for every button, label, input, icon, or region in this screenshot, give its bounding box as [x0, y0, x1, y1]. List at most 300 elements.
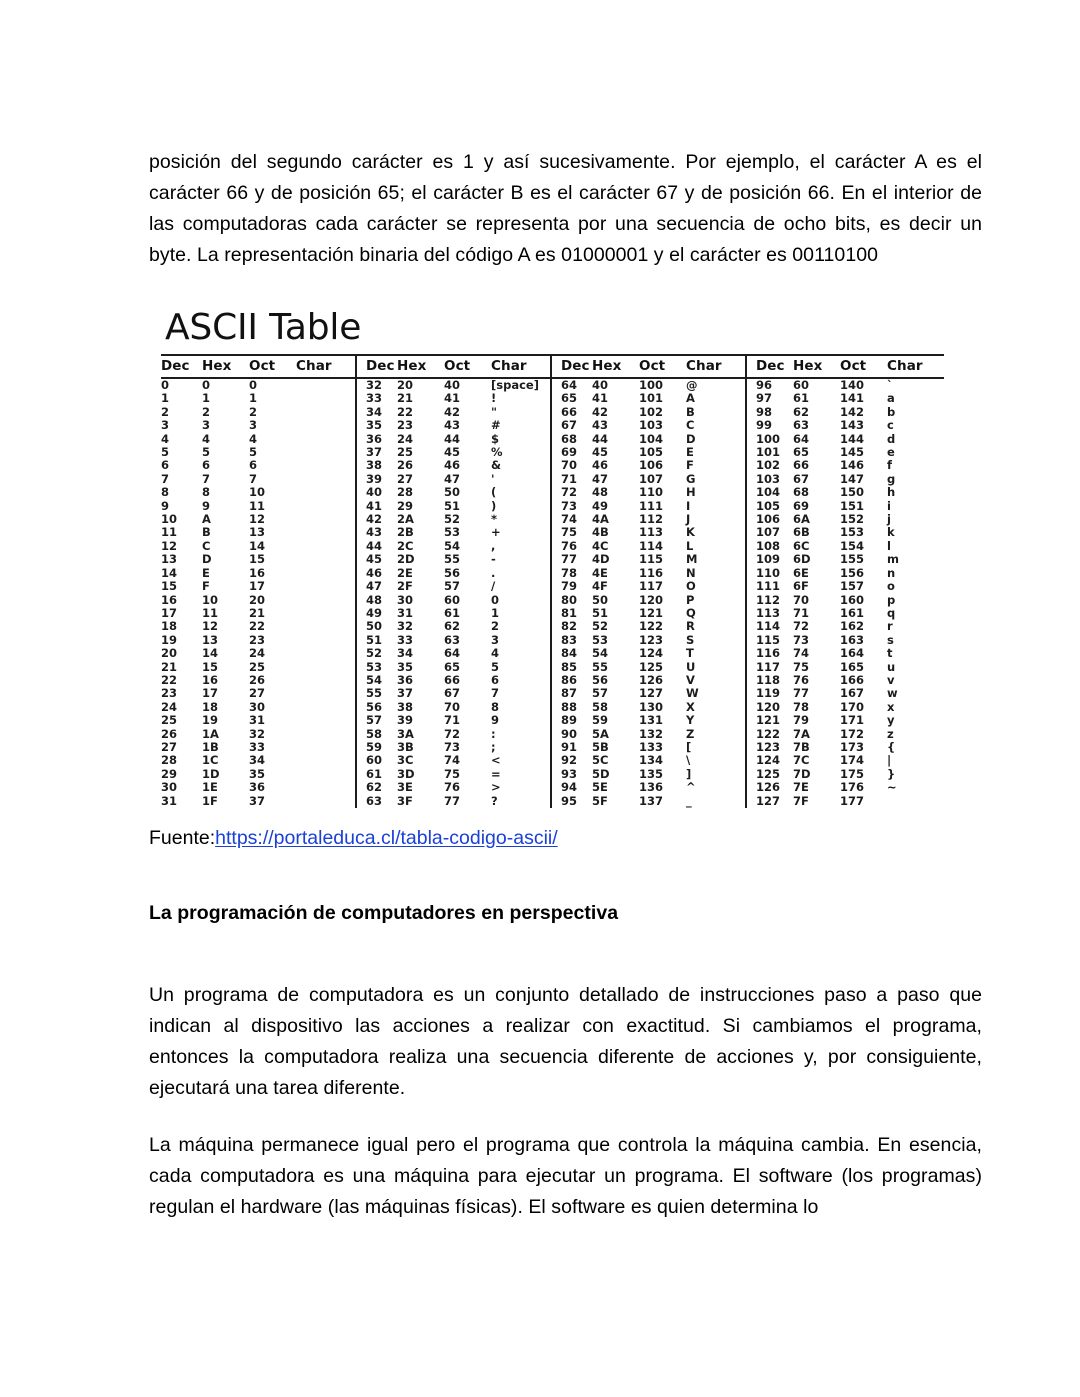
ascii-cell-dec: 14	[161, 565, 178, 580]
ascii-cell-oct: 174	[840, 753, 865, 768]
ascii-cell-hex: 6F	[793, 579, 809, 594]
ascii-cell-hex: 50	[592, 592, 609, 607]
ascii-cell-dec: 78	[551, 567, 592, 580]
ascii-cell-hex: 1	[202, 391, 211, 406]
ascii-cell-oct: 60	[444, 592, 461, 607]
ascii-cell-oct: 52	[444, 512, 461, 527]
ascii-cell-char: )	[491, 498, 497, 513]
ascii-cell-char	[296, 607, 356, 620]
ascii-cell-hex: 7C	[793, 753, 810, 768]
ascii-cell-oct: 37	[249, 793, 266, 808]
ascii-cell-hex: 69	[793, 498, 810, 513]
ascii-cell-char: p	[887, 592, 896, 607]
ascii-cell-char: G	[686, 471, 696, 486]
ascii-cell-hex: 24	[397, 431, 414, 446]
ascii-cell-hex: 4	[202, 431, 211, 446]
ascii-cell-oct: 3	[249, 418, 258, 433]
ascii-cell-oct: 15	[249, 552, 266, 567]
ascii-cell-oct: 14	[249, 538, 266, 553]
ascii-cell-hex: 3C	[397, 753, 414, 768]
ascii-cell-char: V	[686, 672, 695, 687]
ascii-cell-dec: 60	[356, 754, 397, 767]
ascii-cell-dec: 16	[161, 592, 178, 607]
ascii-cell-char: K	[686, 525, 695, 540]
ascii-cell-char: q	[887, 605, 896, 620]
ascii-cell-dec: 73	[551, 500, 592, 513]
ascii-cell-char: 7	[491, 686, 500, 701]
ascii-cell-char: Y	[686, 713, 695, 728]
ascii-cell-dec: 20	[161, 646, 178, 661]
ascii-cell-char: e	[887, 445, 895, 460]
ascii-cell-hex: 73	[793, 632, 810, 647]
spacer	[149, 271, 982, 307]
ascii-cell-dec: 98	[746, 406, 793, 419]
ascii-table-head	[161, 355, 944, 378]
ascii-cell-char: 6	[491, 672, 500, 687]
ascii-cell-char: .	[491, 565, 496, 580]
ascii-cell-dec: 0	[161, 378, 170, 392]
ascii-col-header-hex-2: Hex	[397, 358, 427, 374]
ascii-cell-hex: 1D	[202, 766, 220, 781]
ascii-cell-hex: 5A	[592, 726, 609, 741]
source-line	[149, 824, 982, 852]
ascii-cell-dec: 24	[161, 699, 178, 714]
ascii-cell-char: %	[491, 445, 503, 460]
ascii-table-row	[161, 433, 944, 446]
ascii-cell-hex: 21	[397, 391, 414, 406]
ascii-cell-dec: 104	[746, 486, 793, 499]
ascii-cell-hex: 31	[397, 605, 414, 620]
ascii-cell-oct: 54	[444, 538, 461, 553]
ascii-cell-hex: 7B	[793, 739, 810, 754]
ascii-cell-char: O	[686, 579, 696, 594]
ascii-cell-oct: 53	[444, 525, 461, 540]
ascii-cell-hex: 36	[397, 672, 414, 687]
ascii-cell-dec: 29	[161, 766, 178, 781]
ascii-cell-dec: 44	[356, 540, 397, 553]
ascii-cell-dec: 82	[551, 620, 592, 633]
ascii-cell-oct: 152	[840, 512, 865, 527]
ascii-cell-dec: 51	[356, 634, 397, 647]
ascii-cell-oct: 112	[639, 512, 664, 527]
ascii-cell-dec: 89	[551, 714, 592, 727]
ascii-cell-char: B	[686, 404, 695, 419]
ascii-cell-char	[296, 392, 356, 405]
ascii-cell-hex: 3	[202, 418, 211, 433]
ascii-cell-dec: 40	[356, 486, 397, 499]
ascii-cell-oct: 46	[444, 458, 461, 473]
ascii-cell-oct: 25	[249, 659, 266, 674]
ascii-cell-char: "	[491, 404, 497, 419]
ascii-cell-hex: 6C	[793, 538, 810, 553]
ascii-cell-char: 4	[491, 646, 500, 661]
ascii-cell-dec: 2	[161, 404, 170, 419]
ascii-cell-dec: 12	[161, 538, 178, 553]
ascii-cell-hex: 41	[592, 391, 609, 406]
ascii-table-row	[161, 378, 944, 392]
source-link[interactable]: https://portaleduca.cl/tabla-codigo-ascii/	[215, 827, 558, 849]
ascii-cell-dec: 120	[746, 701, 793, 714]
ascii-cell-oct: 157	[840, 579, 865, 594]
ascii-cell-char	[296, 795, 356, 808]
ascii-cell-oct: 13	[249, 525, 266, 540]
ascii-col-header-dec-4: Dec	[746, 355, 793, 378]
ascii-cell-dec: 28	[161, 753, 178, 768]
ascii-cell-oct: 11	[249, 498, 266, 513]
ascii-cell-char: R	[686, 619, 695, 634]
ascii-cell-oct: 140	[840, 378, 865, 392]
ascii-cell-oct: 77	[444, 793, 461, 808]
ascii-cell-char: /	[491, 579, 496, 594]
ascii-cell-hex: 30	[397, 592, 414, 607]
ascii-cell-hex: 2	[202, 404, 211, 419]
ascii-table-row	[161, 526, 944, 539]
ascii-cell-hex: 40	[592, 378, 609, 392]
ascii-cell-hex: E	[202, 565, 210, 580]
ascii-cell-dec: 88	[551, 701, 592, 714]
ascii-cell-oct: 27	[249, 686, 266, 701]
ascii-cell-dec: 43	[356, 526, 397, 539]
ascii-cell-char: ;	[491, 739, 496, 754]
ascii-cell-char: &	[491, 458, 502, 473]
ascii-cell-oct: 34	[249, 753, 266, 768]
ascii-cell-hex: 52	[592, 619, 609, 634]
ascii-cell-dec: 123	[746, 741, 793, 754]
ascii-cell-char: [space]	[491, 378, 539, 392]
ascii-cell-dec: 93	[551, 768, 592, 781]
ascii-cell-dec: 91	[551, 741, 592, 754]
ascii-cell-char: 8	[491, 699, 500, 714]
ascii-cell-char: u	[887, 659, 896, 674]
ascii-cell-hex: 3E	[397, 780, 413, 795]
ascii-cell-char: j	[887, 512, 891, 527]
ascii-cell-oct: 144	[840, 431, 865, 446]
ascii-cell-oct: 23	[249, 632, 266, 647]
ascii-cell-char: x	[887, 699, 895, 714]
ascii-cell-oct: 111	[639, 498, 664, 513]
ascii-cell-dec: 45	[356, 553, 397, 566]
ascii-cell-hex: 5B	[592, 739, 609, 754]
ascii-cell-char	[296, 701, 356, 714]
ascii-cell-oct: 45	[444, 445, 461, 460]
ascii-cell-char	[296, 500, 356, 513]
ascii-cell-char: c	[887, 418, 894, 433]
ascii-cell-char	[296, 433, 356, 446]
ascii-cell-hex: 74	[793, 646, 810, 661]
ascii-cell-oct: 117	[639, 579, 664, 594]
ascii-cell-hex: 37	[397, 686, 414, 701]
ascii-cell-hex: 5E	[592, 780, 608, 795]
ascii-cell-dec: 124	[746, 754, 793, 767]
ascii-cell-dec: 105	[746, 500, 793, 513]
ascii-cell-dec: 52	[356, 647, 397, 660]
ascii-cell-dec: 27	[161, 739, 178, 754]
ascii-cell-char	[296, 647, 356, 660]
ascii-cell-hex: 4E	[592, 565, 608, 580]
ascii-cell-hex: 55	[592, 659, 609, 674]
ascii-table-row	[161, 634, 944, 647]
ascii-cell-oct: 6	[249, 458, 258, 473]
ascii-cell-dec: 69	[551, 446, 592, 459]
ascii-table-row	[161, 459, 944, 472]
ascii-cell-dec: 126	[746, 781, 793, 794]
ascii-cell-char	[296, 634, 356, 647]
ascii-cell-hex: 34	[397, 646, 414, 661]
ascii-cell-hex: 6E	[793, 565, 809, 580]
ascii-cell-char: J	[686, 512, 691, 527]
ascii-cell-oct: 162	[840, 619, 865, 634]
ascii-col-header-char-3: Char	[686, 358, 722, 374]
spacer	[149, 1104, 982, 1130]
spacer	[149, 926, 982, 980]
ascii-cell-dec: 66	[551, 406, 592, 419]
ascii-cell-hex: 9	[202, 498, 211, 513]
ascii-cell-oct: 104	[639, 431, 664, 446]
ascii-cell-oct: 24	[249, 646, 266, 661]
ascii-cell-char: U	[686, 659, 696, 674]
ascii-cell-hex: 1B	[202, 739, 219, 754]
ascii-cell-char: E	[686, 445, 694, 460]
ascii-cell-hex: 54	[592, 646, 609, 661]
ascii-table-row	[161, 446, 944, 459]
ascii-cell-char: ^	[686, 780, 696, 795]
ascii-cell-oct: 103	[639, 418, 664, 433]
ascii-cell-dec: 100	[746, 433, 793, 446]
ascii-cell-char	[296, 540, 356, 553]
ascii-cell-char: #	[491, 418, 501, 433]
ascii-cell-dec: 96	[746, 378, 793, 392]
ascii-cell-oct: 167	[840, 686, 865, 701]
ascii-cell-hex: 6D	[793, 552, 811, 567]
ascii-cell-oct: 175	[840, 766, 865, 781]
ascii-cell-dec: 111	[746, 580, 793, 593]
ascii-cell-dec: 53	[356, 661, 397, 674]
ascii-cell-hex: 18	[202, 699, 219, 714]
ascii-table-row	[161, 754, 944, 767]
ascii-table-row	[161, 728, 944, 741]
ascii-cell-dec: 119	[746, 687, 793, 700]
ascii-cell-oct: 113	[639, 525, 664, 540]
ascii-cell-hex: 27	[397, 471, 414, 486]
ascii-cell-hex: 22	[397, 404, 414, 419]
ascii-cell-char: N	[686, 565, 696, 580]
ascii-cell-hex: 72	[793, 619, 810, 634]
ascii-cell-oct: 70	[444, 699, 461, 714]
ascii-cell-dec: 68	[551, 433, 592, 446]
ascii-cell-oct: 141	[840, 391, 865, 406]
ascii-cell-char	[296, 419, 356, 432]
ascii-cell-char	[296, 526, 356, 539]
ascii-cell-dec: 113	[746, 607, 793, 620]
ascii-cell-char: k	[887, 525, 895, 540]
ascii-table-row	[161, 620, 944, 633]
ascii-cell-hex: 66	[793, 458, 810, 473]
ascii-col-header-char-2: Char	[491, 358, 527, 374]
ascii-table-row	[161, 406, 944, 419]
ascii-cell-oct: 10	[249, 485, 266, 500]
ascii-cell-char: '	[491, 471, 495, 486]
ascii-cell-oct: 107	[639, 471, 664, 486]
ascii-cell-dec: 118	[746, 674, 793, 687]
ascii-cell-dec: 48	[356, 594, 397, 607]
ascii-cell-char: >	[491, 780, 501, 795]
ascii-cell-oct: 20	[249, 592, 266, 607]
ascii-cell-hex: 4A	[592, 512, 609, 527]
ascii-table	[161, 354, 944, 808]
ascii-cell-dec: 17	[161, 605, 178, 620]
ascii-cell-char: =	[491, 766, 501, 781]
ascii-cell-dec: 71	[551, 473, 592, 486]
ascii-cell-hex: 39	[397, 713, 414, 728]
ascii-cell-dec: 55	[356, 687, 397, 700]
ascii-cell-oct: 122	[639, 619, 664, 634]
ascii-cell-dec: 6	[161, 458, 170, 473]
ascii-cell-oct: 145	[840, 445, 865, 460]
ascii-cell-char: `	[887, 378, 893, 392]
ascii-cell-oct: 173	[840, 739, 865, 754]
ascii-cell-oct: 151	[840, 498, 865, 513]
ascii-cell-char: _	[686, 793, 692, 808]
page-content	[149, 147, 982, 1223]
spacer	[149, 852, 982, 900]
ascii-cell-char	[296, 378, 356, 392]
ascii-cell-dec: 125	[746, 768, 793, 781]
ascii-cell-hex: 4C	[592, 538, 609, 553]
ascii-cell-dec: 102	[746, 459, 793, 472]
ascii-cell-hex: 3B	[397, 739, 414, 754]
ascii-cell-oct: 130	[639, 699, 664, 714]
ascii-cell-char: !	[491, 391, 497, 406]
ascii-cell-char: f	[887, 458, 893, 473]
ascii-cell-char: ]	[686, 766, 692, 781]
ascii-table-row	[161, 701, 944, 714]
ascii-table-row	[161, 553, 944, 566]
ascii-cell-dec: 64	[551, 378, 592, 392]
ascii-cell-char	[296, 714, 356, 727]
ascii-cell-oct: 110	[639, 485, 664, 500]
ascii-table-title: ASCII Table	[165, 307, 362, 348]
ascii-cell-char: M	[686, 552, 698, 567]
ascii-cell-oct: 44	[444, 431, 461, 446]
ascii-cell-dec: 10	[161, 512, 178, 527]
ascii-cell-dec: 116	[746, 647, 793, 660]
ascii-cell-hex: A	[202, 512, 211, 527]
section-heading: La programación de computadores en perspectiva	[149, 902, 619, 924]
ascii-cell-hex: 1A	[202, 726, 219, 741]
ascii-cell-char	[296, 553, 356, 566]
ascii-cell-char: D	[686, 431, 696, 446]
ascii-cell-dec: 83	[551, 634, 592, 647]
ascii-cell-hex: 5F	[592, 793, 608, 808]
ascii-cell-char	[296, 567, 356, 580]
ascii-cell-hex: 2C	[397, 538, 414, 553]
ascii-table-row	[161, 768, 944, 781]
ascii-cell-oct: 155	[840, 552, 865, 567]
ascii-table-row	[161, 661, 944, 674]
ascii-cell-oct: 4	[249, 431, 258, 446]
ascii-cell-hex: 29	[397, 498, 414, 513]
ascii-cell-oct: 51	[444, 498, 461, 513]
ascii-cell-oct: 7	[249, 471, 258, 486]
ascii-col-header-hex-3: Hex	[592, 358, 622, 374]
ascii-cell-hex: 45	[592, 445, 609, 460]
ascii-cell-char: 3	[491, 632, 500, 647]
ascii-cell-oct: 150	[840, 485, 865, 500]
ascii-cell-oct: 101	[639, 391, 664, 406]
ascii-cell-char	[296, 781, 356, 794]
ascii-cell-char: +	[491, 525, 501, 540]
ascii-col-header-dec-2: Dec	[356, 355, 397, 378]
ascii-cell-oct: 156	[840, 565, 865, 580]
ascii-cell-char: i	[887, 498, 891, 513]
ascii-cell-dec: 81	[551, 607, 592, 620]
ascii-cell-hex: 38	[397, 699, 414, 714]
ascii-cell-oct: 30	[249, 699, 266, 714]
ascii-cell-oct: 26	[249, 672, 266, 687]
ascii-cell-hex: 23	[397, 418, 414, 433]
ascii-cell-oct: 133	[639, 739, 664, 754]
ascii-cell-oct: 170	[840, 699, 865, 714]
ascii-cell-hex: 51	[592, 605, 609, 620]
ascii-cell-oct: 125	[639, 659, 664, 674]
ascii-cell-hex: 62	[793, 404, 810, 419]
ascii-cell-dec: 114	[746, 620, 793, 633]
ascii-col-header-oct-3: Oct	[639, 358, 666, 374]
ascii-cell-char	[296, 486, 356, 499]
ascii-cell-oct: 121	[639, 605, 664, 620]
ascii-table-row	[161, 540, 944, 553]
ascii-cell-dec: 38	[356, 459, 397, 472]
ascii-cell-dec: 56	[356, 701, 397, 714]
ascii-cell-char: Z	[686, 726, 695, 741]
ascii-table-row	[161, 781, 944, 794]
ascii-cell-char: *	[491, 512, 498, 527]
ascii-cell-dec: 86	[551, 674, 592, 687]
ascii-cell-hex: 75	[793, 659, 810, 674]
ascii-cell-hex: 13	[202, 632, 219, 647]
ascii-cell-dec: 62	[356, 781, 397, 794]
ascii-cell-hex: 0	[202, 378, 211, 392]
ascii-table-row	[161, 795, 944, 808]
ascii-cell-char: l	[887, 538, 891, 553]
ascii-cell-hex: 16	[202, 672, 219, 687]
ascii-cell-dec: 121	[746, 714, 793, 727]
ascii-cell-dec: 49	[356, 607, 397, 620]
ascii-cell-dec: 22	[161, 672, 178, 687]
ascii-cell-hex: 71	[793, 605, 810, 620]
ascii-cell-dec: 5	[161, 445, 170, 460]
ascii-cell-dec: 70	[551, 459, 592, 472]
ascii-cell-hex: 4B	[592, 525, 609, 540]
ascii-cell-char: S	[686, 632, 695, 647]
ascii-cell-oct: 164	[840, 646, 865, 661]
ascii-cell-oct: 137	[639, 793, 664, 808]
ascii-col-header-oct-1: Oct	[249, 358, 276, 374]
ascii-cell-hex: B	[202, 525, 211, 540]
ascii-cell-char: }	[887, 766, 896, 781]
ascii-cell-char	[296, 459, 356, 472]
ascii-cell-dec: 74	[551, 513, 592, 526]
ascii-cell-dec: 36	[356, 433, 397, 446]
ascii-cell-hex: 43	[592, 418, 609, 433]
ascii-cell-char	[296, 406, 356, 419]
ascii-cell-char: $	[491, 431, 500, 446]
ascii-cell-dec: 95	[551, 795, 592, 808]
ascii-cell-oct: 61	[444, 605, 461, 620]
ascii-cell-char: b	[887, 404, 896, 419]
ascii-cell-oct: 105	[639, 445, 664, 460]
ascii-cell-oct: 132	[639, 726, 664, 741]
